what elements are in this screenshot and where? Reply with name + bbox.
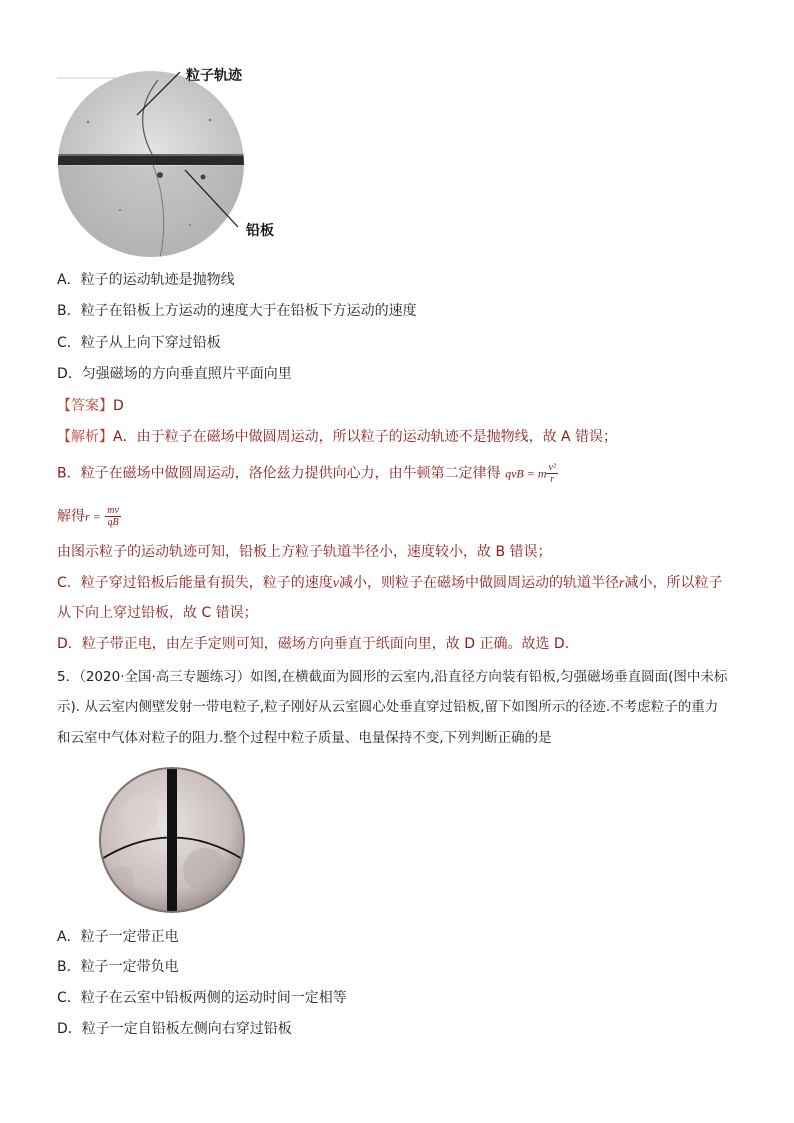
- q5-option-a: A．粒子一定带正电: [57, 929, 179, 945]
- formula-radius-den: qB: [107, 517, 119, 528]
- q5-option-d: D．粒子一定自铅板左侧向右穿过铅板: [57, 1021, 292, 1037]
- solve-prefix: 解得: [57, 508, 85, 525]
- formula-newton-den: r: [550, 474, 555, 485]
- answer-value: D: [113, 398, 124, 414]
- analysis-a-text: A．由于粒子在磁场中做圆周运动，所以粒子的运动轨迹不是抛物线，故 A 错误；: [113, 429, 618, 445]
- q5-stem-line-3: 和云室中气体对粒子的阻力.整个过程中粒子质量、电量保持不变,下列判断正确的是: [57, 730, 552, 746]
- formula-newton-num: v²: [548, 462, 556, 473]
- var-v: v: [332, 576, 339, 591]
- formula-radius-lhs: r =: [85, 509, 101, 524]
- label-particle-track: 粒子轨迹: [186, 68, 242, 84]
- q4-option-c: C．粒子从上向下穿过铅板: [57, 335, 221, 351]
- q4-solve: [57, 505, 121, 528]
- formula-radius-fraction: [105, 505, 121, 528]
- q4-analysis-c1: [57, 573, 722, 594]
- formula-newton-fraction: [546, 462, 557, 485]
- formula-newton-lhs: qvB = m: [505, 466, 547, 481]
- q4-analysis-b: [57, 462, 558, 485]
- q5-option-c: C．粒子在云室中铅板两侧的运动时间一定相等: [57, 990, 347, 1006]
- analysis-tag: 【解析】: [57, 429, 113, 445]
- q5-stem-line-2: 示). 从云室内侧壁发射一带电粒子,粒子刚好从云室圆心处垂直穿过铅板,留下如图所示的径迹.不考虑粒子的重力: [57, 699, 719, 715]
- label-lead-plate: 铅板: [246, 223, 274, 239]
- analysis-b-text: B．粒子在磁场中做圆周运动，洛伦兹力提供向心力，由牛顿第二定律得: [57, 465, 501, 482]
- cloud-chamber-photo-2: [0, 760, 794, 930]
- var-r: r: [619, 576, 625, 591]
- q4-analysis-c2: 从下向上穿过铅板，故 C 错误；: [57, 605, 258, 621]
- formula-radius-num: mv: [107, 505, 119, 516]
- analysis-c1-c: 减小，所以粒子: [624, 575, 723, 591]
- q4-answer: [57, 396, 124, 416]
- q5-option-b: B．粒子一定带负电: [57, 959, 179, 975]
- q4-analysis-d: D．粒子带正电，由左手定则可知，磁场方向垂直于纸面向里，故 D 正确。故选 D.: [57, 636, 570, 652]
- analysis-c1-a: C．粒子穿过铅板后能量有损失，粒子的速度: [57, 575, 333, 591]
- q4-analysis-b2: 由图示粒子的运动轨迹可知，铅板上方粒子轨道半径小，速度较小，故 B 错误；: [57, 544, 552, 560]
- q4-option-a: A．粒子的运动轨迹是抛物线: [57, 272, 235, 288]
- q4-analysis-a: [57, 427, 617, 447]
- analysis-c1-b: 减小，则粒子在磁场中做圆周运动的轨道半径: [339, 575, 619, 591]
- q4-option-d: D．匀强磁场的方向垂直照片平面向里: [57, 366, 292, 382]
- q5-stem-line-1: 5．（2020·全国·高三专题练习）如图,在横截面为圆形的云室内,沿直径方向装有铅板,匀强磁场垂直圆面(图中未标: [57, 669, 728, 685]
- answer-tag: 【答案】: [57, 398, 113, 414]
- q4-option-b: B．粒子在铅板上方运动的速度大于在铅板下方运动的速度: [57, 303, 417, 319]
